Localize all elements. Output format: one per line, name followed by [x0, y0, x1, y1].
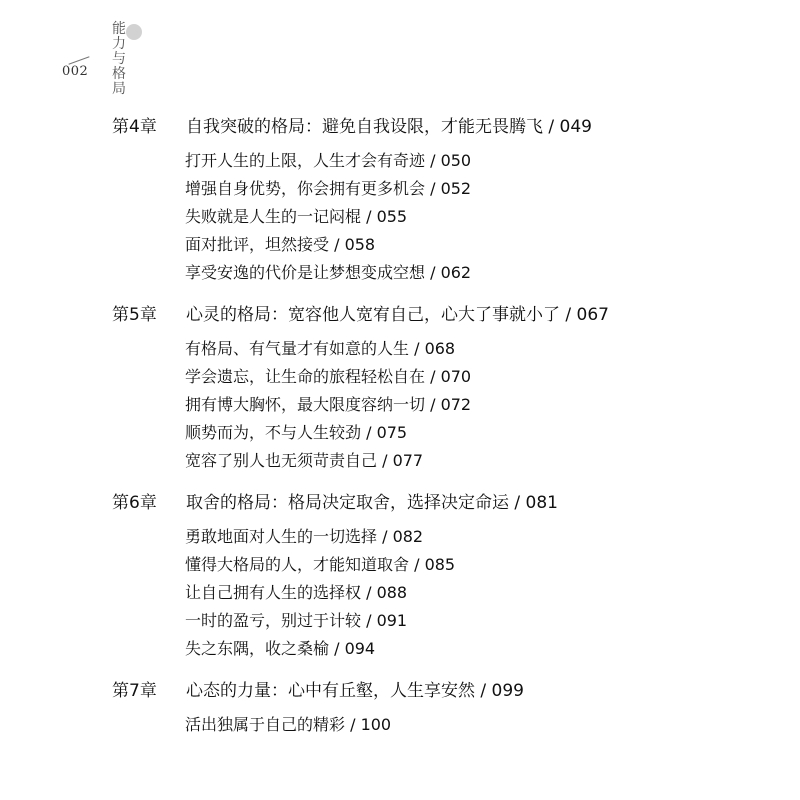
- chapter-title: 自我突破的格局：避免自我设限，才能无畏腾飞 / 049: [186, 117, 592, 137]
- chapter-number: 第7章: [112, 681, 157, 701]
- toc-section: 打开人生的上限，人生才会有奇迹 / 050: [185, 151, 472, 170]
- toc-section: 有格局、有气量才有如意的人生 / 068: [185, 339, 456, 358]
- toc-chapter-7: [112, 676, 752, 701]
- toc-section: 勇敢地面对人生的一切选择 / 082: [185, 527, 424, 546]
- toc-section: 面对批评，坦然接受 / 058: [185, 235, 376, 254]
- chapter-title: 心灵的格局：宽容他人宽宥自己，心大了事就小了 / 067: [186, 305, 609, 325]
- toc-section: 学会遗忘，让生命的旅程轻松自在 / 070: [185, 367, 472, 386]
- toc-section: 一时的盈亏，别过于计较 / 091: [185, 611, 408, 630]
- toc-section: 失之东隅，收之桑榆 / 094: [185, 639, 376, 658]
- page-number: 002: [62, 64, 89, 79]
- running-title: 能力与格局: [112, 21, 126, 97]
- chapter-number: 第4章: [112, 117, 157, 137]
- toc-section: 失败就是人生的一记闷棍 / 055: [185, 207, 408, 226]
- chapter-title: 取舍的格局：格局决定取舍，选择决定命运 / 081: [186, 493, 558, 513]
- toc-chapter-4: [112, 112, 752, 137]
- toc-section: 拥有博大胸怀，最大限度容纳一切 / 072: [185, 395, 472, 414]
- toc-chapter-6: [112, 488, 752, 513]
- toc-section: 活出独属于自己的精彩 / 100: [185, 715, 392, 734]
- chapter-number: 第5章: [112, 305, 157, 325]
- toc-section: 增强自身优势，你会拥有更多机会 / 052: [185, 179, 472, 198]
- toc-section: 让自己拥有人生的选择权 / 088: [185, 583, 408, 602]
- chapter-title: 心态的力量：心中有丘壑，人生享安然 / 099: [186, 681, 524, 701]
- chapter-number: 第6章: [112, 493, 157, 513]
- toc-section: 享受安逸的代价是让梦想变成空想 / 062: [185, 263, 472, 282]
- toc-section: 懂得大格局的人，才能知道取舍 / 085: [185, 555, 456, 574]
- toc-chapter-5: [112, 300, 752, 325]
- toc-section: 宽容了别人也无须苛责自己 / 077: [185, 451, 424, 470]
- toc-section: 顺势而为，不与人生较劲 / 075: [185, 423, 408, 442]
